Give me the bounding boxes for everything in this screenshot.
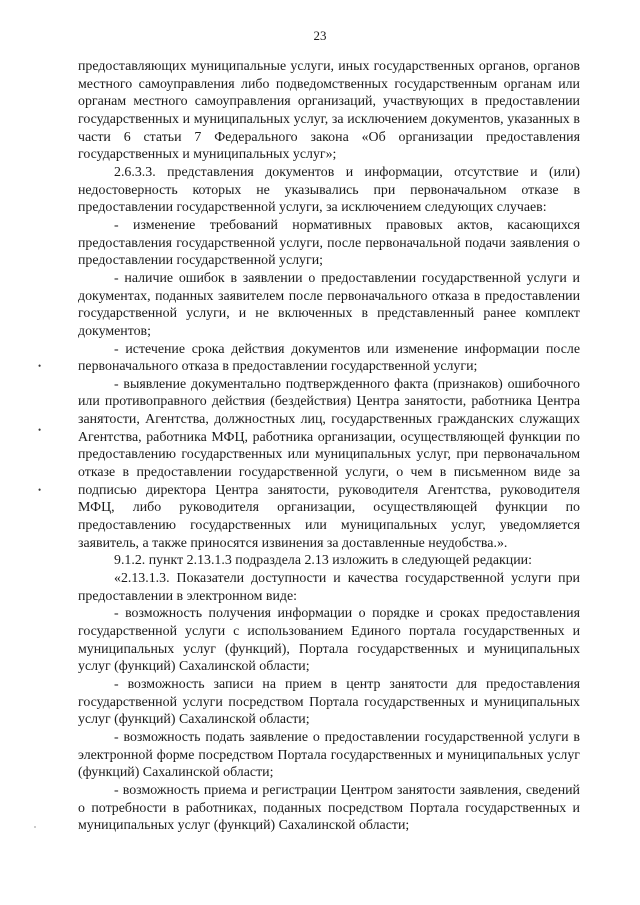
- paragraph: предоставляющих муниципальные услуги, иных государственных органов, органов местного самоуправления либо подведомственных государственным органам или органам местного самоуправления организаций, участвующих в предоставлении государственных и муниципальных услуг, за исключением документов, указанных в части 6 статьи 7 Федерального закона «Об организации предоставления государственных и муниципальных услуг»;: [78, 59, 580, 163]
- paragraph: - наличие ошибок в заявлении о предоставлении государственной услуги и документах, поданных заявителем после первоначального отказа в предоставлении государственной услуги, и не включенных в представленный ранее комплект документов;: [78, 270, 580, 339]
- paragraph: - возможность записи на прием в центр занятости для предоставления государственной услуги посредством Портала государственных и муниципальных услуг (функций) Сахалинской области;: [78, 676, 580, 728]
- margin-mark: •: [38, 361, 42, 371]
- scan-speck: [34, 826, 36, 828]
- paragraph: - изменение требований нормативных правовых актов, касающихся предоставления государственной услуги, после первоначальной подачи заявления о предоставлении государственной услуги;: [78, 217, 580, 269]
- body-text: [78, 58, 580, 835]
- paragraph: - возможность подать заявление о предоставлении государственной услуги в электронной форме посредством Портала государственных и муниципальных услуг (функций) Сахалинской области;: [78, 729, 580, 781]
- page-number: 23: [313, 28, 327, 43]
- paragraph: «2.13.1.3. Показатели доступности и качества государственной услуги при предоставлении в электронном виде:: [78, 571, 580, 604]
- margin-mark: •: [38, 425, 42, 435]
- paragraph: - возможность получения информации о порядке и сроках предоставления государственной услуги с использованием Единого портала государственных и муниципальных услуг (функций), Портала государственных и муниципальных услуг (функций) Сахалинской области;: [78, 606, 580, 675]
- paragraph: - истечение срока действия документов или изменение информации после первоначального отказа в предоставлении государственной услуги;: [78, 341, 580, 375]
- paragraph: 2.6.3.3. представления документов и информации, отсутствие и (или) недостоверность которых не указывались при первоначальном отказе в предоставлении государственной услуги, за исключением следующих случаев:: [78, 164, 580, 216]
- paragraph: 9.1.2. пункт 2.13.1.3 подраздела 2.13 изложить в следующей редакции:: [114, 553, 532, 569]
- paragraph: - выявление документально подтвержденного факта (признаков) ошибочного или противоправного действия (бездействия) Центра занятости, работника Центра занятости, Агентства, должностных лиц, государственных гражданских служащих Агентства, работника МФЦ, работника организации, осуществляющей функции по предоставлению государственных или муниципальных услуг, при первоначальном отказе в предоставлении государственной услуги, о чем в письменном виде за подписью директора Центра занятости, руководителя Агентства, руководителя МФЦ, либо руководителя организации, осуществляющей функции по предоставлению государственных или муниципальных услуг, уведомляется заявитель, а также приносятся извинения за доставленные неудобства.».: [78, 376, 580, 551]
- margin-mark: •: [38, 485, 42, 495]
- paragraph: - возможность приема и регистрации Центром занятости заявления, сведений о потребности в работниках, поданных посредством Портала государственных и муниципальных услуг (функций) Сахалинской области;: [78, 782, 580, 834]
